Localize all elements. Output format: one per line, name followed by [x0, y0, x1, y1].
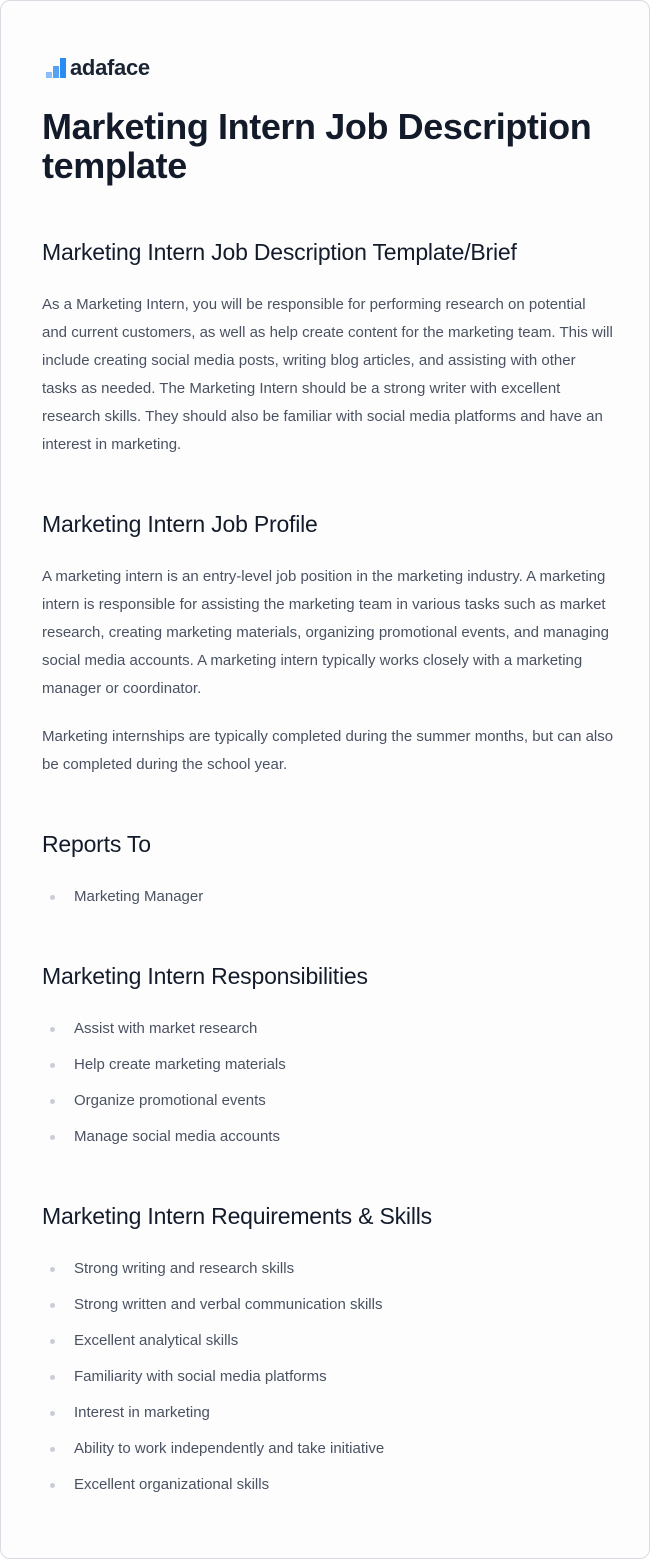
adaface-logo[interactable] — [46, 56, 150, 80]
list-item: Assist with market research — [42, 1019, 286, 1055]
list-item: Organize promotional events — [42, 1091, 286, 1127]
bullet-icon — [50, 1063, 55, 1068]
section-title-job-profile: Marketing Intern Job Profile — [42, 511, 318, 537]
list-item: Help create marketing materials — [42, 1055, 286, 1091]
page-title: Marketing Intern Job Description template — [42, 106, 592, 186]
list-item: Interest in marketing — [42, 1403, 384, 1439]
bullet-icon — [50, 1303, 55, 1308]
bullet-icon — [50, 1339, 55, 1344]
job-profile-paragraph: Marketing internships are typically completed during the summer months, but can also be completed during the school year. — [42, 728, 614, 773]
section-title-reports-to: Reports To — [42, 831, 151, 857]
bullet-icon — [50, 1375, 55, 1380]
list-item: Ability to work independently and take initiative — [42, 1439, 384, 1475]
list-item: Manage social media accounts — [42, 1127, 286, 1163]
bullet-icon — [50, 1135, 55, 1140]
bullet-icon — [50, 1099, 55, 1104]
section-title-responsibilities: Marketing Intern Responsibilities — [42, 963, 368, 989]
brand-name: adaface — [70, 55, 150, 80]
job-profile-paragraph: A marketing intern is an entry-level job position in the marketing industry. A marketing intern is responsible for assisting the marketing team in various tasks such as market research, creating marketing materials, organizing promotional events, and managing social media accounts. A marketing intern typically works closely with a marketing manager or coordinator. — [42, 568, 609, 697]
requirements-list — [42, 1259, 384, 1511]
adaface-logo-icon — [46, 58, 66, 78]
bullet-icon — [50, 895, 55, 900]
list-item: Strong written and verbal communication skills — [42, 1295, 384, 1331]
bullet-icon — [50, 1411, 55, 1416]
list-item: Excellent analytical skills — [42, 1331, 384, 1367]
brief-paragraph: As a Marketing Intern, you will be responsible for performing research on potential and current customers, as well as help create content for the marketing team. This will include creating social media posts, writing blog articles, and assisting with other tasks as needed. The Marketing Intern should be a strong writer with excellent research skills. They should also be familiar with social media platforms and have an interest in marketing. — [42, 296, 613, 453]
section-title-requirements: Marketing Intern Requirements & Skills — [42, 1203, 432, 1229]
list-item: Familiarity with social media platforms — [42, 1367, 384, 1403]
responsibilities-list — [42, 1019, 286, 1163]
bullet-icon — [50, 1483, 55, 1488]
list-item: Marketing Manager — [42, 887, 203, 923]
bullet-icon — [50, 1267, 55, 1272]
reports-to-list — [42, 887, 203, 923]
bullet-icon — [50, 1027, 55, 1032]
list-item: Strong writing and research skills — [42, 1259, 384, 1295]
section-title-brief: Marketing Intern Job Description Template/Brief — [42, 239, 517, 265]
list-item: Excellent organizational skills — [42, 1475, 384, 1511]
bullet-icon — [50, 1447, 55, 1452]
